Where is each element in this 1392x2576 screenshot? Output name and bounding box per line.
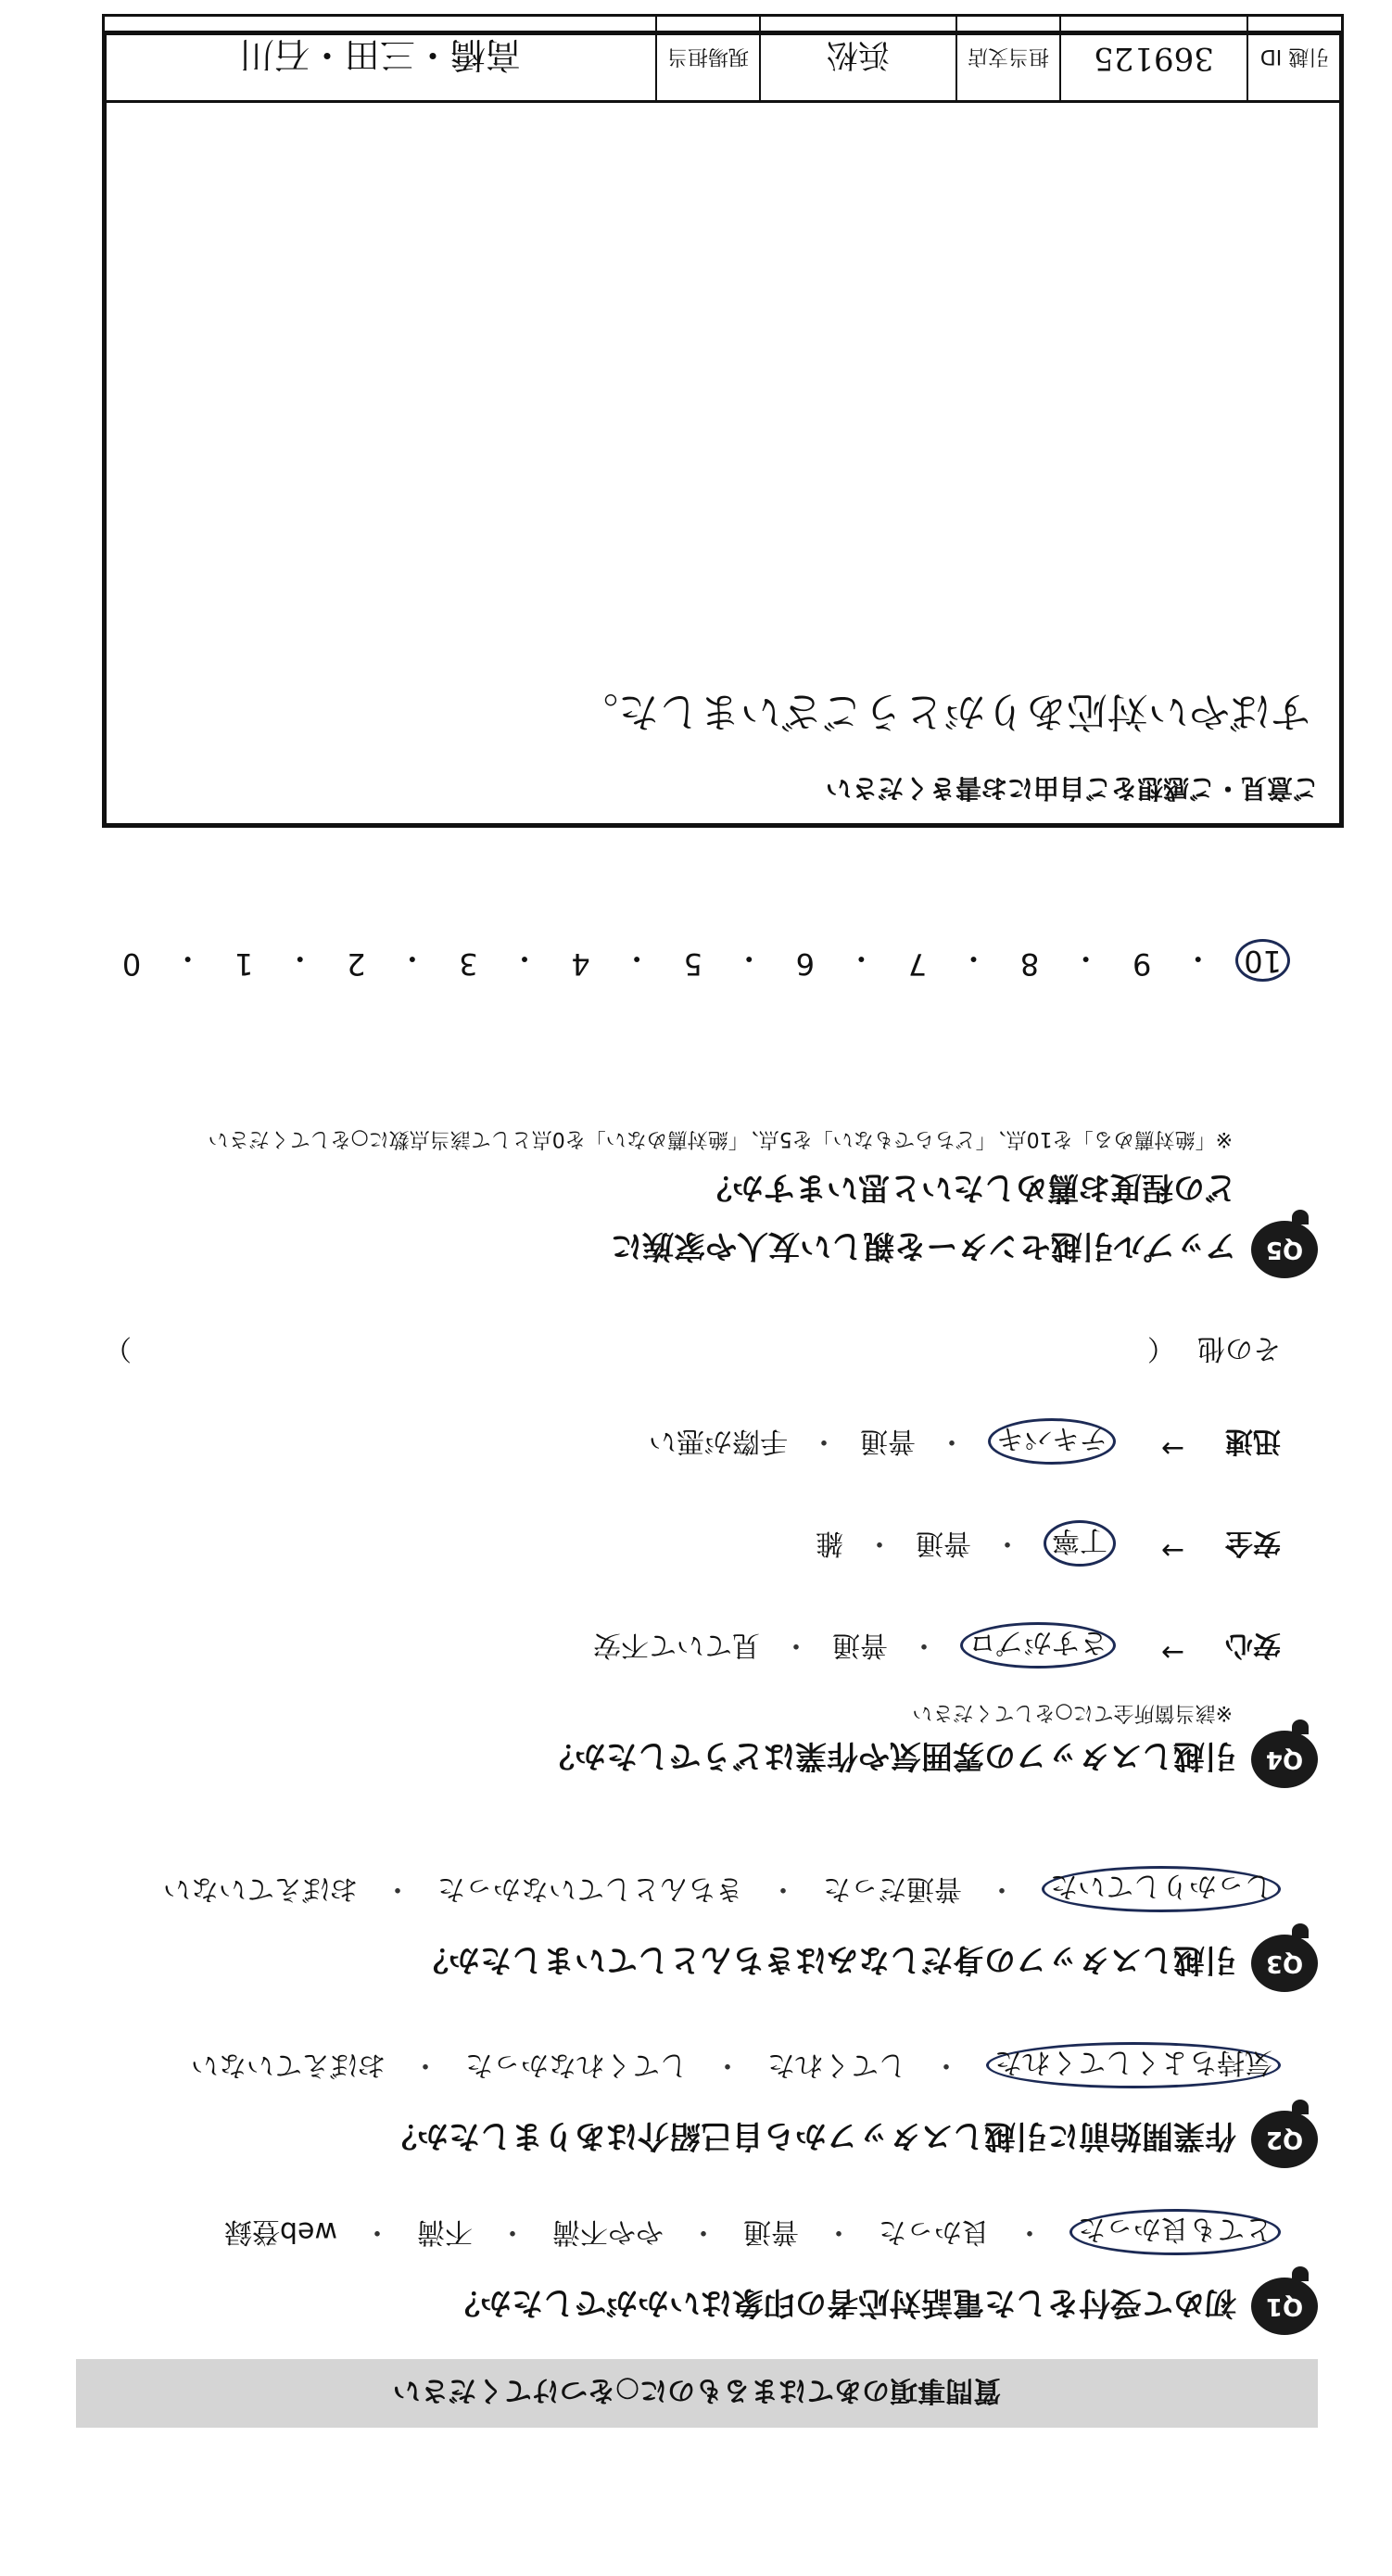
recommend-scale: 10 ・ 9 ・ 8 ・ 7 ・ 6 ・ 5 ・ 4 ・ 3 ・ 2 ・ 1 ・ 0 [113, 939, 1290, 982]
question-text: 引越しスタッフの身だしなみはきちんとしていましたか？ [417, 1941, 1236, 1979]
option-selected[interactable]: さすがプロ [960, 1622, 1116, 1669]
question-1 [67, 2209, 1318, 2335]
option-selected[interactable]: 丁寧 [1044, 1520, 1116, 1567]
other-close-paren: ） [104, 1332, 132, 1364]
option-selected[interactable]: 気持ちよくしてくれた [986, 2042, 1281, 2088]
option[interactable]: きちんとしていなかった [437, 1872, 743, 1905]
question-text: 初めて受付をした電話対応者の印象はいかがでしたか？ [449, 2284, 1236, 2322]
id-label: 引越 ID [1246, 17, 1341, 100]
option[interactable]: してくれなかった [465, 2049, 688, 2081]
comment-box[interactable] [102, 31, 1344, 828]
scale-option[interactable]: 4 [571, 946, 590, 982]
scale-option[interactable]: 8 [1019, 946, 1040, 982]
option[interactable]: やや不満 [552, 2215, 664, 2248]
other-label: その他 [1197, 1332, 1281, 1364]
other-input[interactable] [154, 1331, 1125, 1372]
scale-option[interactable]: 3 [459, 946, 478, 982]
option[interactable]: 普通 [916, 1527, 971, 1559]
question-2 [67, 2042, 1318, 2168]
question-badge-icon: Q3 [1251, 1935, 1318, 1992]
option[interactable]: 雑 [816, 1527, 843, 1559]
other-row [104, 1331, 1318, 1372]
question-badge-icon: Q2 [1251, 2111, 1318, 2168]
rating-row: 安心 → さすがプロ ・ 普通 ・ 見ていて不安 [67, 1622, 1318, 1669]
arrow-icon: → [1160, 1534, 1184, 1567]
question-note: ※「絶対薦める」を10点、「どちらでもない」を5点、「絶対薦めない」を0点として該当点数に○をしてください [208, 1127, 1233, 1150]
branch-label: 担当支店 [955, 17, 1059, 100]
option-selected[interactable]: テキパキ [988, 1418, 1116, 1465]
other-open-paren: （ [1147, 1332, 1175, 1364]
option[interactable]: 普通だった [823, 1872, 962, 1905]
question-note: ※該当箇所全てに○をしてください [912, 1701, 1233, 1724]
question-badge-icon: Q4 [1251, 1731, 1318, 1788]
question-text-line2: どの程度お薦めしたいと思いますか？ [701, 1169, 1236, 1206]
scale-option[interactable]: 7 [907, 946, 928, 982]
option[interactable]: 普通 [832, 1629, 888, 1661]
option[interactable]: 手際が悪い [649, 1425, 788, 1457]
scale-option[interactable]: 1 [234, 946, 254, 982]
arrow-icon: → [1160, 1432, 1184, 1465]
option[interactable]: おぼえていない [191, 2049, 386, 2081]
option[interactable]: 普通 [743, 2215, 799, 2248]
option[interactable]: 良かった [879, 2215, 990, 2248]
rating-row: 迅速 → テキパキ ・ 普通 ・ 手際が悪い [67, 1418, 1318, 1465]
scale-option[interactable]: 6 [795, 946, 815, 982]
instructions-banner: 質問事項のあてはまるものに○をつけてください [76, 2359, 1318, 2428]
scale-option[interactable]: 2 [347, 946, 366, 982]
option-selected[interactable]: しっかりしていた [1042, 1866, 1281, 1912]
question-3 [67, 1866, 1318, 1992]
row-label: 安心 [1225, 1629, 1281, 1661]
branch-value: 浜松 [759, 17, 955, 100]
leader-label: 現場担当 [655, 17, 759, 100]
question-4 [67, 1331, 1318, 1788]
scale-option[interactable]: 0 [121, 946, 142, 982]
scale-option[interactable]: 5 [683, 946, 702, 982]
comment-handwriting: すばやい対応ありがとうございました。 [577, 688, 1311, 735]
option[interactable]: おぼえていない [163, 1872, 358, 1905]
option[interactable]: 見ていて不安 [593, 1629, 760, 1661]
row-label: 安全 [1225, 1527, 1281, 1559]
rating-row: 安全 → 丁寧 ・ 普通 ・ 雑 [67, 1520, 1318, 1567]
option[interactable]: 不満 [417, 2215, 473, 2248]
leader-value: 高橋・三田・石川 [239, 34, 522, 76]
scale-option[interactable]: 9 [1132, 946, 1152, 982]
question-text: 引越しスタッフの雰囲気や作業はどうでしたか？ [543, 1737, 1236, 1775]
question-5 [67, 1126, 1318, 1278]
scale-selected[interactable]: 10 [1235, 939, 1290, 982]
answer-options: しっかりしていた ・ 普通だった ・ きちんとしていなかった ・ おぼえていない [67, 1866, 1318, 1912]
id-value: 369125 [1059, 17, 1246, 100]
arrow-icon: → [1160, 1636, 1184, 1669]
answer-options: とても良かった ・ 良かった ・ 普通 ・ やや不満 ・ 不満 ・ web登録 [67, 2209, 1318, 2255]
option-selected[interactable]: とても良かった [1069, 2209, 1281, 2255]
staff-footer-table [102, 14, 1344, 103]
question-badge-icon: Q5 [1251, 1221, 1318, 1278]
row-label: 迅速 [1225, 1425, 1281, 1457]
option[interactable]: web登録 [223, 2215, 337, 2248]
option[interactable]: してくれた [767, 2049, 906, 2081]
question-text-line1: アップル引越センターを親しい友人や家族に [611, 1227, 1236, 1265]
question-badge-icon: Q1 [1251, 2278, 1318, 2335]
comment-heading: ご意見・ご感想をご自由にお書きください [825, 773, 1319, 804]
answer-options: 気持ちよくしてくれた ・ してくれた ・ してくれなかった ・ おぼえていない [67, 2042, 1318, 2088]
question-text: 作業開始前に引越しスタッフから自己紹介はありましたか？ [386, 2117, 1236, 2155]
option[interactable]: 普通 [860, 1425, 916, 1457]
